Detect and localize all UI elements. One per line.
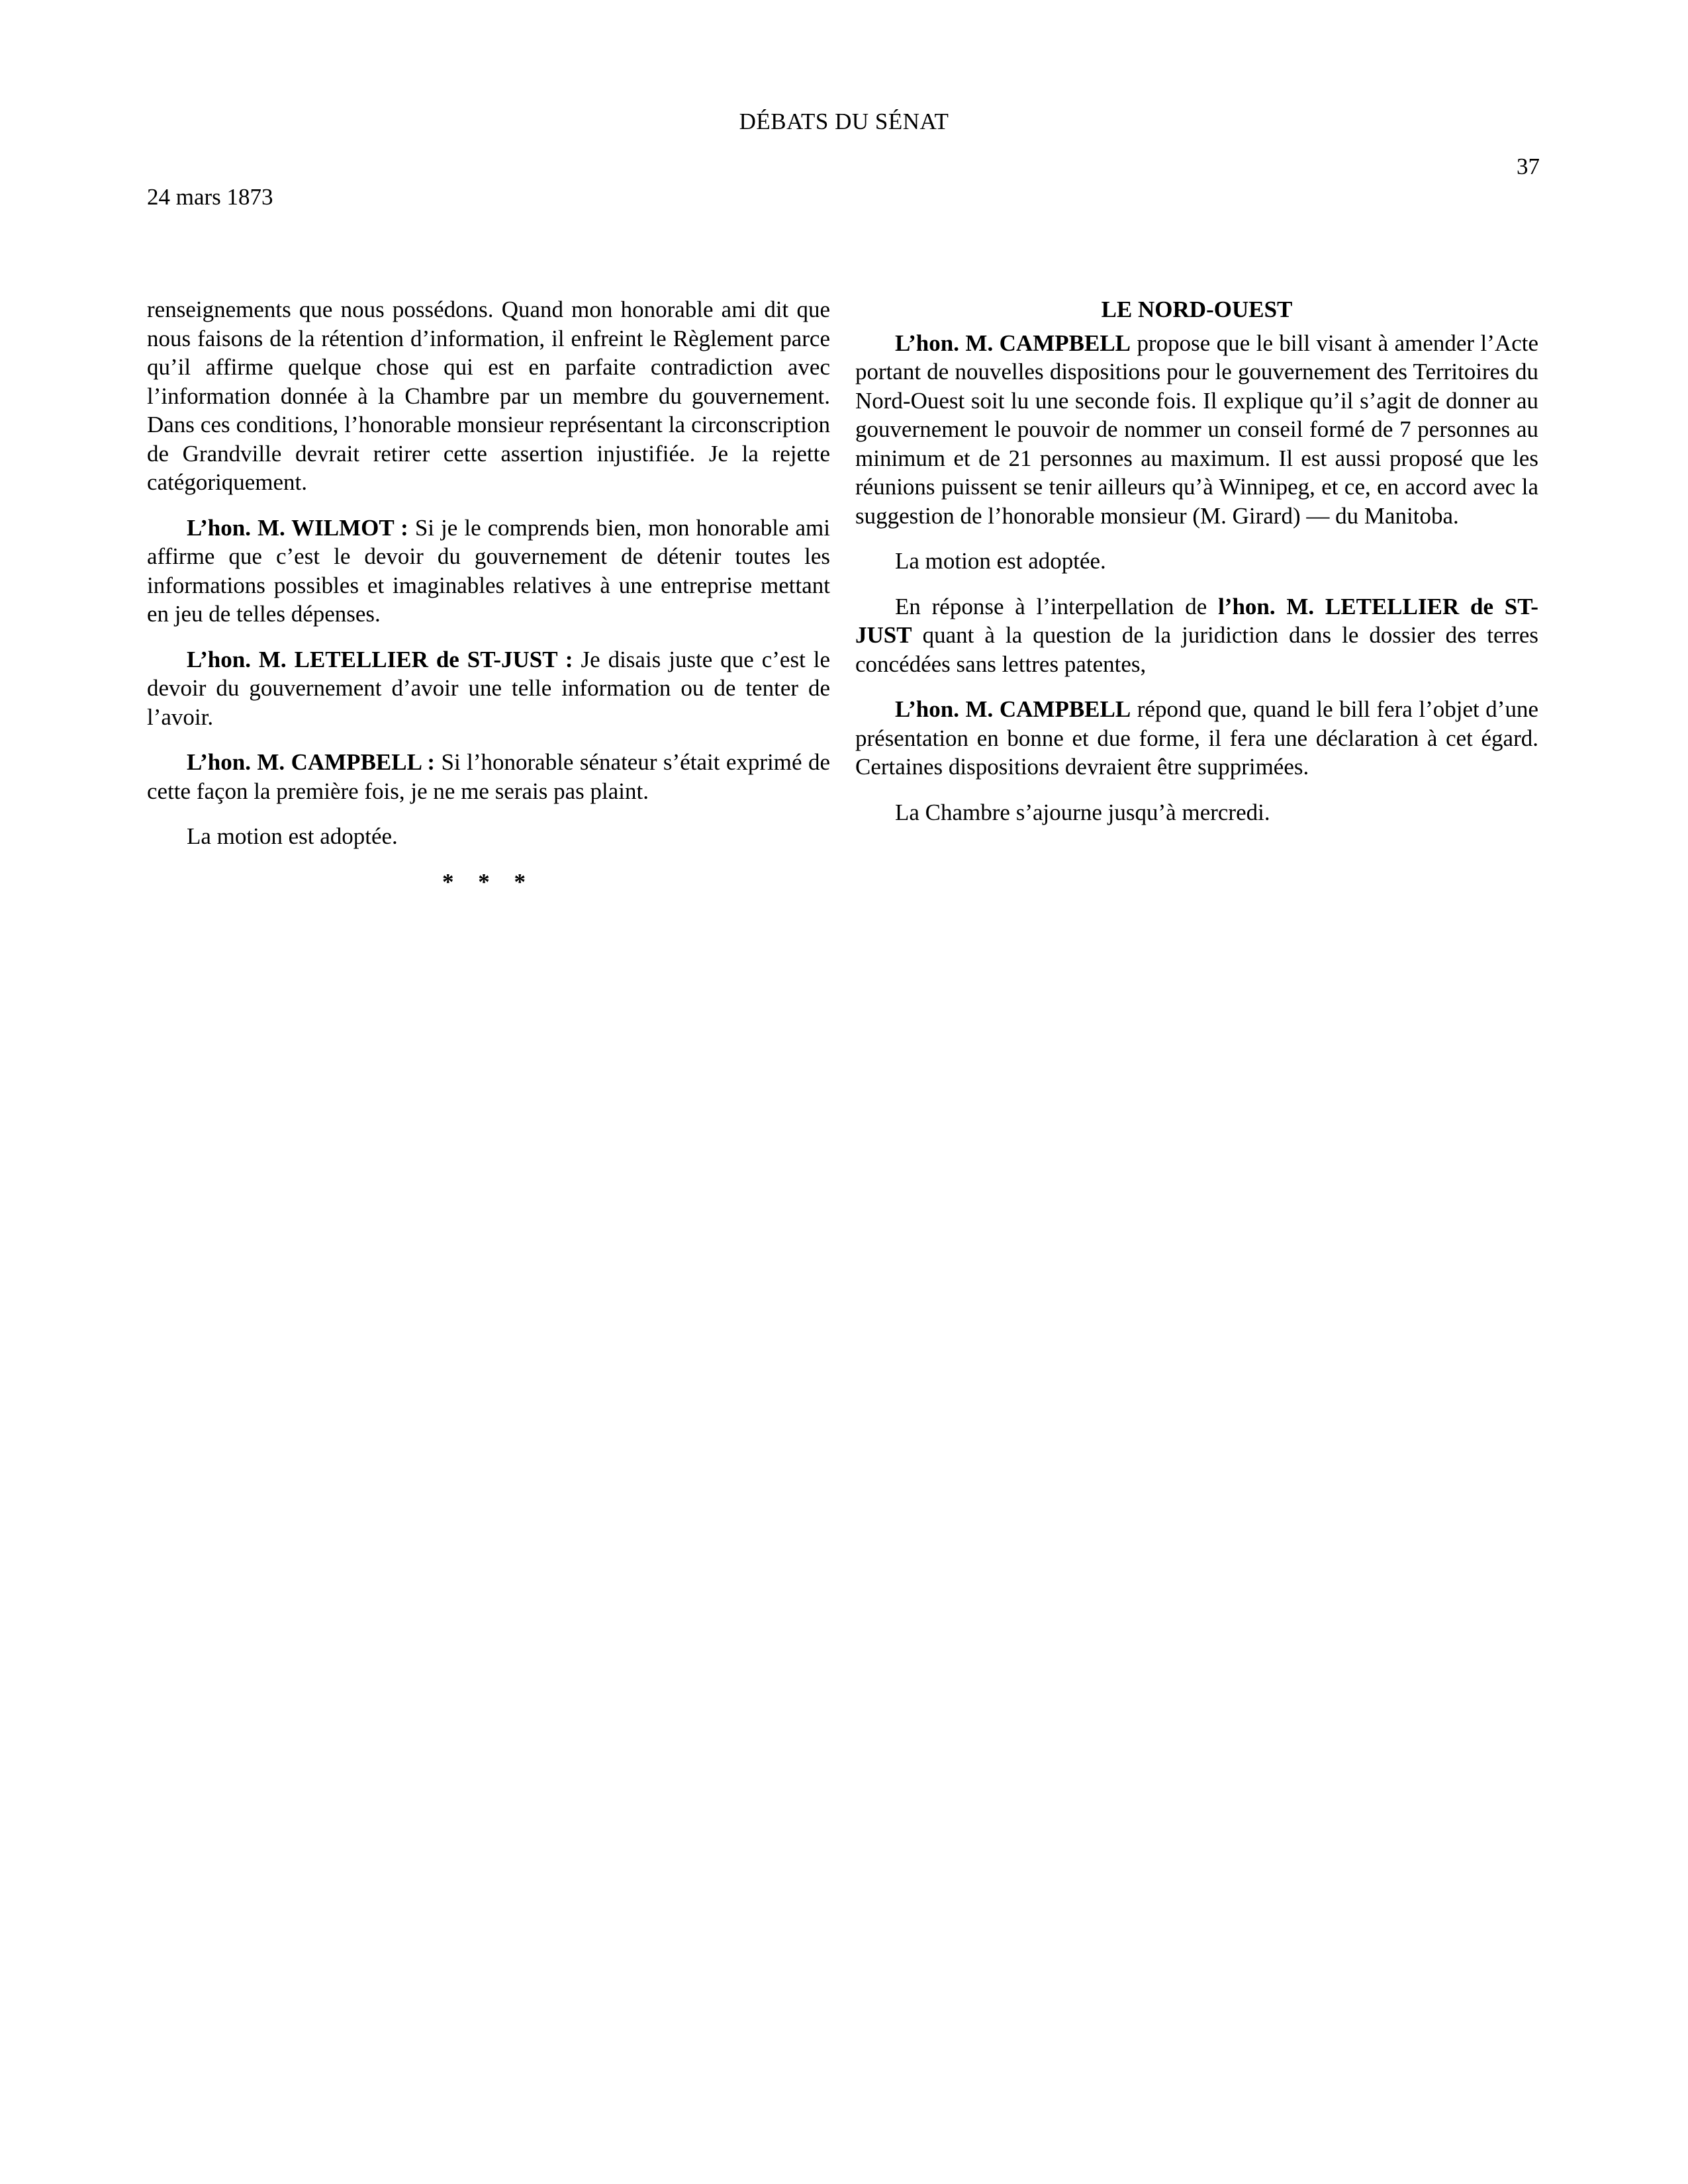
paragraph-text: propose que le bill visant à amender l’Acte portant de nouvelles dispositions pour le gouvernement des Territoires du Nord-Ouest soit lu une seconde fois. Il explique qu’il s’agit de donner au gouvernement le pouvoir de nommer un conseil formé de 7 personnes au minimum et de 21 personnes au maximum. Il est aussi proposé que les réunions puissent se tenir ailleurs qu’à Winnipeg, et ce, en accord avec la suggestion de l’honorable monsieur (M. Girard) — du Manitoba. [855,330,1538,529]
paragraph-motion-adopted [855,547,1538,576]
paragraph-letellier [147,645,830,732]
paragraph-text: La Chambre s’ajourne jusqu’à mercredi. [895,799,1270,825]
paragraph-adjournment [855,798,1538,827]
paragraph-continued [147,295,830,497]
section-separator: * * * [442,868,535,895]
speaker-name: L’hon. M. WILMOT : [187,514,408,541]
paragraph-campbell-proposal [855,329,1538,531]
speaker-name: L’hon. M. CAMPBELL : [187,749,436,775]
paragraph-text: répond que, quand le bill fera l’objet d’une présentation en bonne et due forme, il fera une déclaration à cet égard. Certaines dispositions devraient être supprimées. [855,696,1538,780]
paragraph-wilmot [147,514,830,629]
paragraph-text: En réponse à l’interpellation de [895,593,1219,619]
paragraph-text: Je disais juste que c’est le devoir du gouvernement d’avoir une telle information ou de tenter de l’avoir. [147,646,830,730]
section-heading: LE NORD-OUEST [1101,296,1293,322]
paragraph-text: La motion est adoptée. [895,548,1106,574]
paragraph-text: Si l’honorable sénateur s’était exprimé de cette façon la première fois, je ne me serais pas plaint. [147,749,830,804]
paragraph-campbell-reply [855,695,1538,782]
page-number: 37 [1517,154,1540,179]
paragraph-interpellation [855,592,1538,679]
paragraph-text: Si je le comprends bien, mon honorable ami affirme que c’est le devoir du gouvernement de détenir toutes les informations possibles et imaginables relatives à une entreprise mettant en jeu de telles dépenses. [147,514,830,627]
paragraph-campbell [147,748,830,805]
speaker-name: l’hon. M. LETELLIER de ST-JUST [855,593,1538,648]
running-title: DÉBATS DU SÉNAT [739,109,949,134]
paragraph-motion-adopted [147,822,830,851]
sitting-date: 24 mars 1873 [147,184,273,210]
left-column [147,295,830,896]
speaker-name: L’hon. M. CAMPBELL [895,696,1131,722]
paragraph-text: La motion est adoptée. [187,823,398,849]
paragraph-text: quant à la question de la juridiction dans le dossier des terres concédées sans lettres patentes, [855,622,1538,677]
right-column [855,295,1538,843]
speaker-name: L’hon. M. CAMPBELL [895,330,1131,356]
paragraph-text: renseignements que nous possédons. Quand mon honorable ami dit que nous faisons de la rétention d’information, il enfreint le Règlement parce qu’il affirme quelque chose qui est en parfaite contradiction avec l’information donnée à la Chambre par un membre du gouvernement. Dans ces conditions, l’honorable monsieur représentant la circonscription de Grandville devrait retirer cette assertion injustifiée. Je la rejette catégoriquement. [147,296,830,495]
speaker-name: L’hon. M. LETELLIER de ST-JUST : [187,646,573,672]
